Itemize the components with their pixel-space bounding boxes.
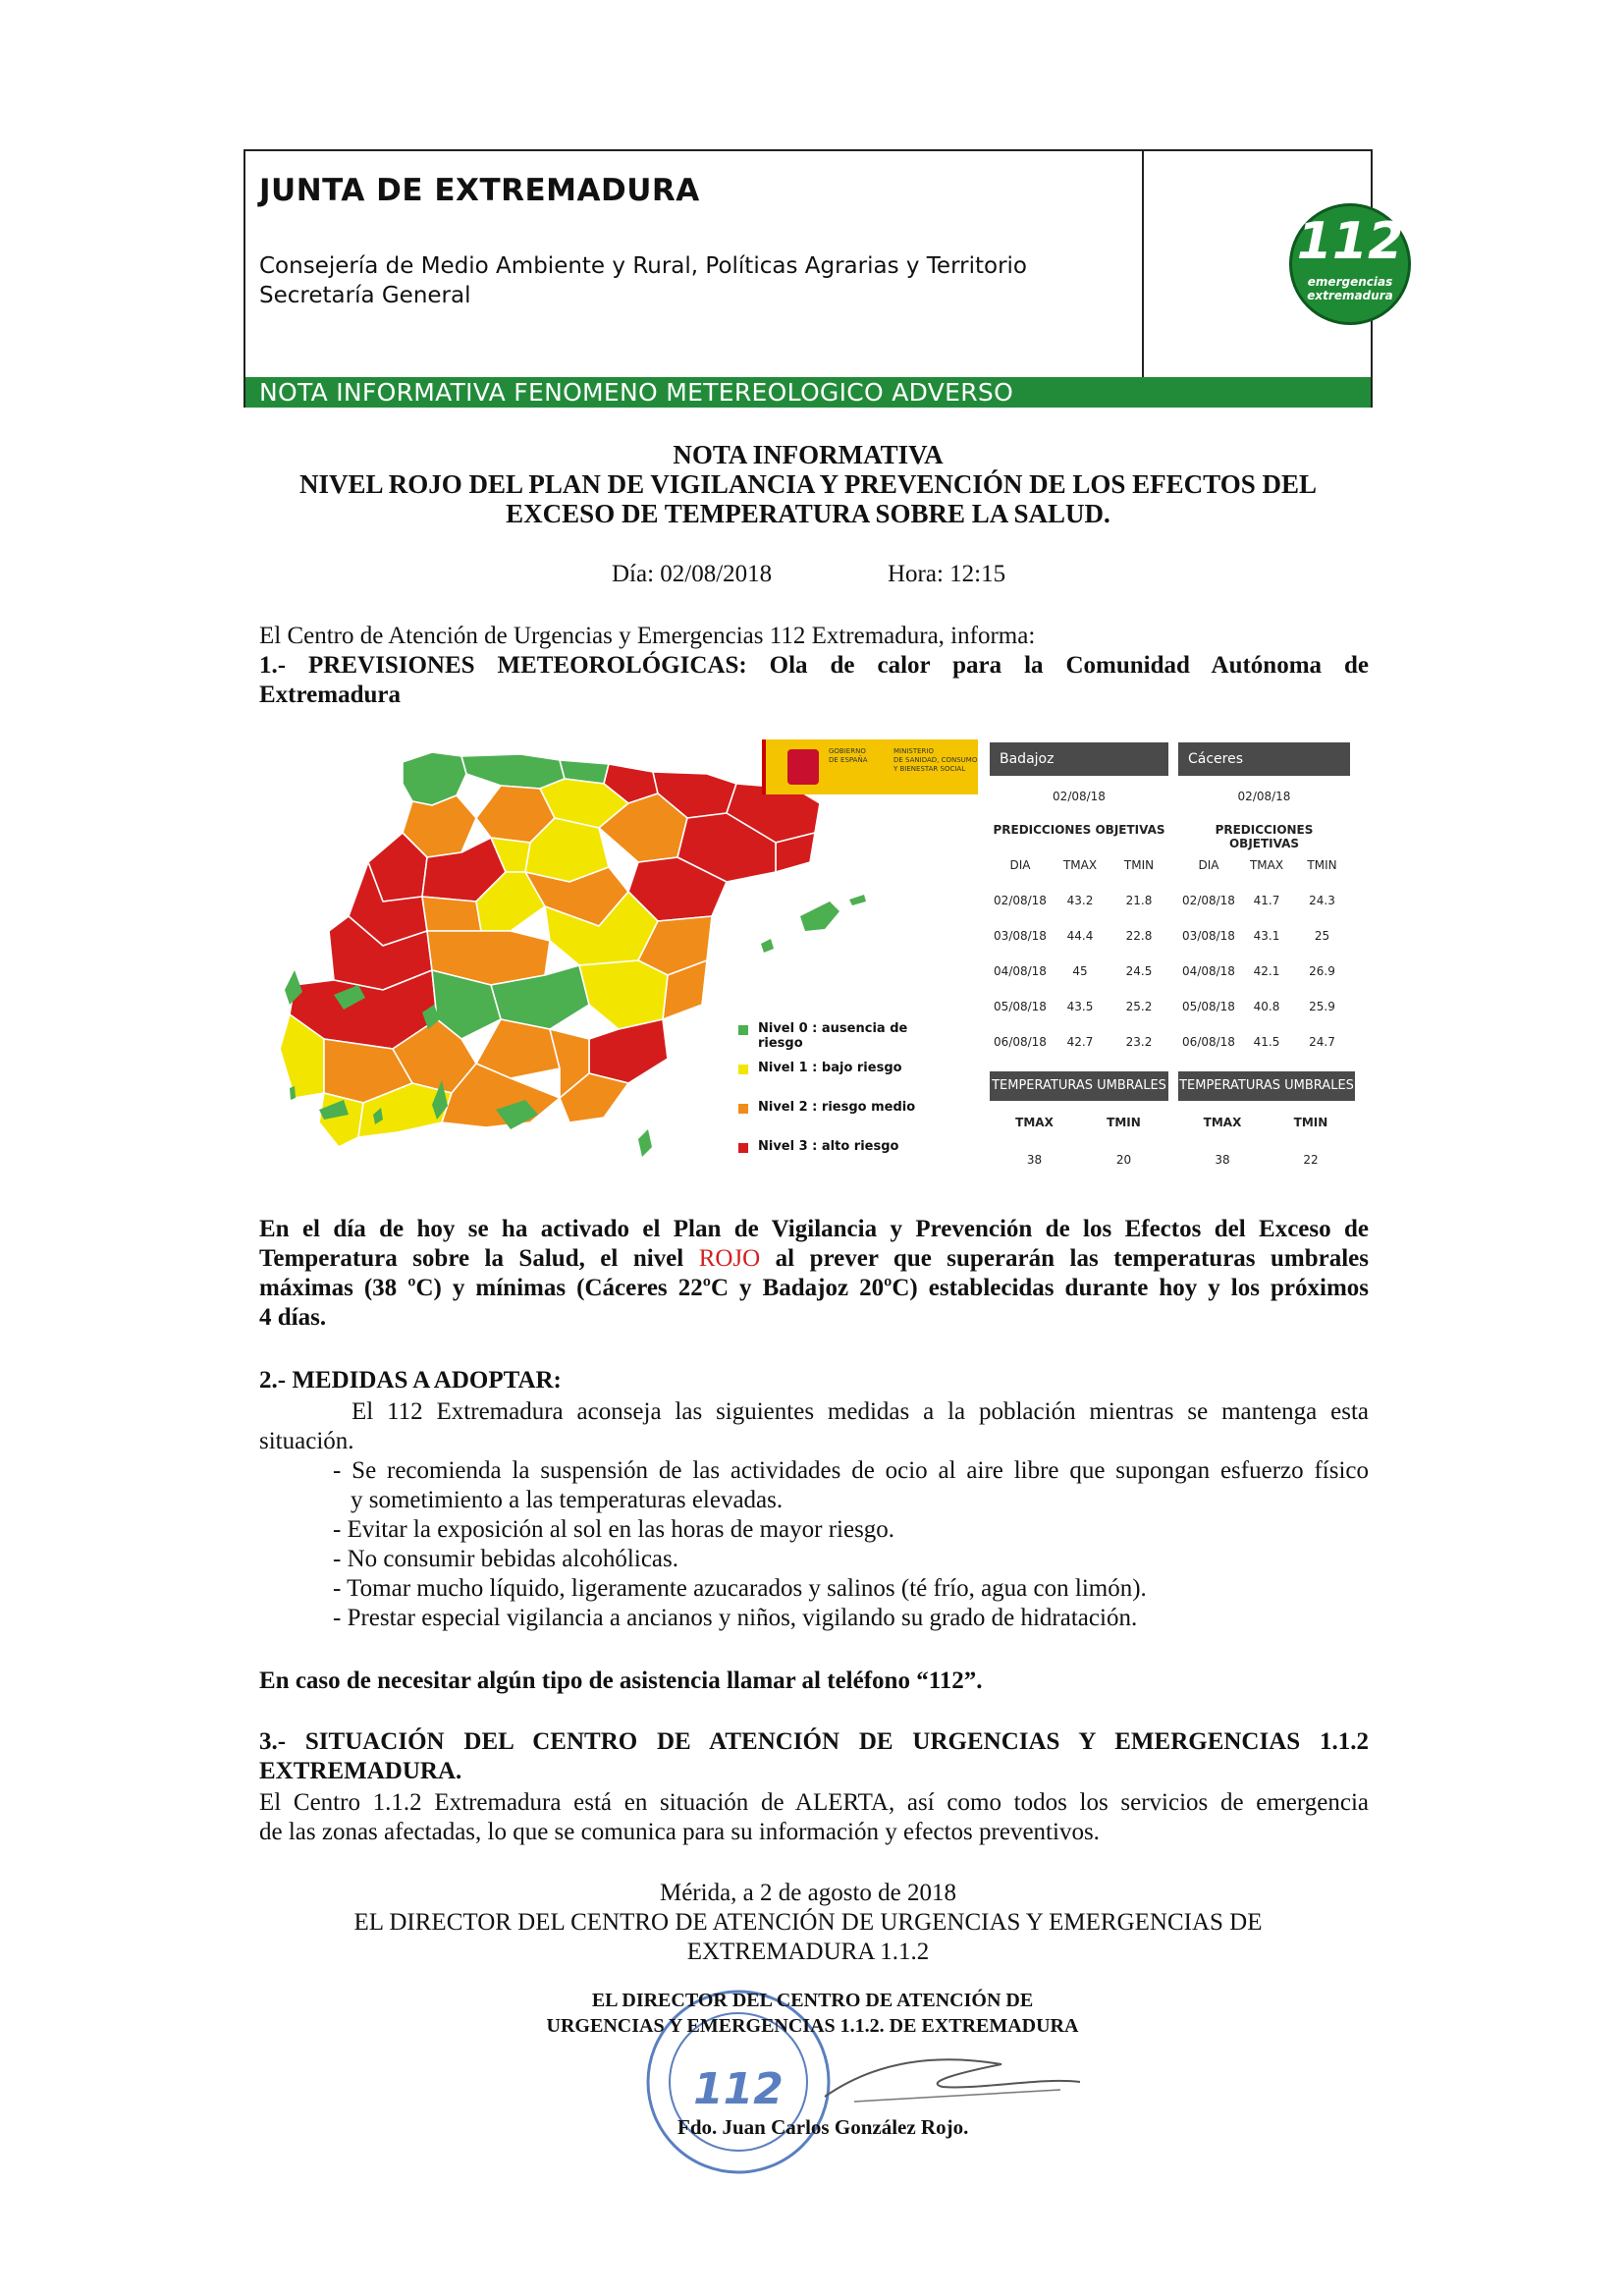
stamp-number: 112 <box>693 2064 784 2114</box>
measure-1-cont: y sometimiento a las temperaturas elevadas. <box>351 1487 784 1513</box>
date-label: Día: 02/08/2018 <box>612 561 773 587</box>
legend-label-0: Nivel 0 : ausencia de riesgo <box>758 1021 908 1051</box>
section1-heading-cont: Extremadura <box>259 682 401 708</box>
table-cell: 42.1 <box>1253 964 1280 978</box>
table-date: 02/08/18 <box>1237 790 1291 803</box>
umbral-title: TEMPERATURAS UMBRALES <box>1178 1071 1355 1101</box>
activation-l3: máximas (38 ºC) y mínimas (Cáceres 22ºC y Badajoz 20ºC) establecidas durante hoy y los próximos <box>259 1275 1369 1301</box>
secretaria: Secretaría General <box>259 283 471 308</box>
table-cell: 04/08/18 <box>994 964 1047 978</box>
map-region-mallorca <box>800 902 839 931</box>
activation-l2c: al prever que superarán las temperaturas umbrales <box>760 1245 1369 1272</box>
letterhead-divider <box>1142 151 1144 377</box>
activation-l4: 4 días. <box>259 1304 327 1331</box>
handwritten-signature <box>815 2043 1090 2111</box>
legend-swatch-3 <box>738 1143 748 1153</box>
legend-label-3: Nivel 3 : alto riesgo <box>758 1139 899 1154</box>
department: Consejería de Medio Ambiente y Rural, Políticas Agrarias y Territorio <box>259 253 1027 279</box>
umbral-val-tmin: 20 <box>1115 1153 1132 1167</box>
table-cell: 25 <box>1314 929 1330 943</box>
table-badajoz <box>990 742 1168 1175</box>
section2-intro-l2: situación. <box>259 1428 354 1454</box>
umbral-col-tmin: TMIN <box>1293 1116 1328 1129</box>
logo-line2: extremadura <box>1307 289 1393 302</box>
emergencias-112-logo <box>1289 203 1411 325</box>
header-band <box>245 377 1371 408</box>
table-city-header <box>1178 742 1350 776</box>
title-line1: NOTA INFORMATIVA <box>673 440 944 469</box>
section1-heading: 1.- PREVISIONES METEOROLÓGICAS: Ola de calor para la Comunidad Autónoma de <box>259 652 1369 679</box>
umbral-val-tmax: 38 <box>1215 1153 1230 1167</box>
ministry-logo <box>762 739 978 794</box>
logo-number: 112 <box>1296 212 1404 271</box>
table-col-tmax: TMAX <box>1249 858 1284 872</box>
legend-label-2: Nivel 2 : riesgo medio <box>758 1100 916 1115</box>
table-cell: 02/08/18 <box>1182 894 1235 907</box>
table-cell: 03/08/18 <box>994 929 1047 943</box>
table-city: Badajoz <box>1000 751 1055 767</box>
umbral-title: TEMPERATURAS UMBRALES <box>990 1071 1168 1101</box>
ministry-name-l3: Y BIENESTAR SOCIAL <box>893 765 966 773</box>
table-col-tmax: TMAX <box>1062 858 1098 872</box>
umbral-val-tmin: 22 <box>1303 1153 1319 1167</box>
title-line2: NIVEL ROJO DEL PLAN DE VIGILANCIA Y PREVENCIÓN DE LOS EFECTOS DEL <box>299 469 1317 499</box>
measure-3: - No consumir bebidas alcohólicas. <box>333 1546 678 1572</box>
table-cell: 41.5 <box>1253 1035 1280 1049</box>
table-cell: 06/08/18 <box>994 1035 1047 1049</box>
activation-l2a: Temperatura sobre la Salud, el nivel <box>259 1245 699 1272</box>
title-line3: EXCESO DE TEMPERATURA SOBRE LA SALUD. <box>506 499 1110 528</box>
table-cell: 23.2 <box>1125 1035 1153 1049</box>
table-caceres <box>1178 742 1357 1175</box>
table-city-header <box>990 742 1168 776</box>
umbral-col-tmax: TMAX <box>1015 1116 1054 1129</box>
map-legend <box>738 1021 954 1169</box>
table-col-dia: DIA <box>1009 858 1031 872</box>
intro-text: El Centro de Atención de Urgencias y Emergencias 112 Extremadura, informa: <box>259 623 1036 649</box>
ministry-gov-l2: DE ESPAÑA <box>829 756 868 764</box>
activation-l2 <box>259 1245 1369 1273</box>
level-red-text: ROJO <box>698 1245 761 1272</box>
table-cell: 24.3 <box>1309 894 1335 907</box>
table-cell: 06/08/18 <box>1182 1035 1235 1049</box>
table-cell: 25.2 <box>1125 1000 1153 1013</box>
measure-1: - Se recomienda la suspensión de las actividades de ocio al aire libre que supongan esfuerzo físico <box>333 1457 1369 1484</box>
table-cell: 43.5 <box>1066 1000 1094 1013</box>
official-stamp <box>640 1984 837 2180</box>
table-cell: 05/08/18 <box>1182 1000 1235 1013</box>
map-region-menorca <box>849 895 866 905</box>
table-subtitle: PREDICCIONES OBJETIVAS <box>993 823 1165 837</box>
time-label: Hora: 12:15 <box>888 561 1006 587</box>
org-name: JUNTA DE EXTREMADURA <box>259 173 700 208</box>
section3-body-l2: de las zonas afectadas, lo que se comunica para su información y efectos preventivos. <box>259 1819 1100 1845</box>
table-col-dia: DIA <box>1198 858 1219 872</box>
table-cell: 21.8 <box>1125 894 1153 907</box>
letterhead <box>243 149 1404 408</box>
legend-swatch-0 <box>738 1025 748 1035</box>
measure-5: - Prestar especial vigilancia a ancianos y niños, vigilando su grado de hidratación. <box>333 1605 1138 1631</box>
table-cell: 24.5 <box>1125 964 1153 978</box>
director-title-l1: EL DIRECTOR DEL CENTRO DE ATENCIÓN DE URGENCIAS Y EMERGENCIAS DE <box>353 1909 1263 1936</box>
ministry-name-l1: MINISTERIO <box>893 747 934 755</box>
table-cell: 24.7 <box>1309 1035 1335 1049</box>
section2-intro-l1: El 112 Extremadura aconseja las siguientes medidas a la población mientras se mantenga esta <box>352 1398 1369 1425</box>
umbral-val-tmax: 38 <box>1026 1153 1043 1167</box>
table-cell: 45 <box>1072 964 1088 978</box>
map-region-ibiza <box>761 939 774 953</box>
table-cell: 43.2 <box>1066 894 1094 907</box>
legend-label-1: Nivel 1 : bajo riesgo <box>758 1061 902 1075</box>
map-region-albacete <box>579 960 668 1029</box>
table-cell: 26.9 <box>1309 964 1335 978</box>
section3-heading-cont: EXTREMADURA. <box>259 1758 462 1784</box>
measure-2: - Evitar la exposición al sol en las horas de mayor riesgo. <box>333 1516 895 1543</box>
table-cell: 41.7 <box>1253 894 1280 907</box>
signature-title-l1: EL DIRECTOR DEL CENTRO DE ATENCIÓN DE <box>591 1990 1034 2011</box>
table-subtitle: PREDICCIONES OBJETIVAS <box>1215 823 1314 850</box>
legend-swatch-2 <box>738 1104 748 1114</box>
umbral-col-tmin: TMIN <box>1107 1116 1141 1129</box>
table-cell: 43.1 <box>1253 929 1280 943</box>
canary-islands <box>275 1070 668 1178</box>
table-cell: 04/08/18 <box>1182 964 1235 978</box>
table-cell: 05/08/18 <box>994 1000 1047 1013</box>
section3-heading: 3.- SITUACIÓN DEL CENTRO DE ATENCIÓN DE URGENCIAS Y EMERGENCIAS 1.1.2 <box>259 1728 1369 1755</box>
table-cell: 03/08/18 <box>1182 929 1235 943</box>
ministry-name-l2: DE SANIDAD, CONSUMO <box>893 756 978 764</box>
band-title: NOTA INFORMATIVA FENOMENO METEREOLOGICO ADVERSO <box>259 378 1014 407</box>
table-cell: 22.8 <box>1125 929 1153 943</box>
table-city: Cáceres <box>1188 751 1244 767</box>
table-cell: 42.7 <box>1066 1035 1094 1049</box>
signer-name: Fdo. Juan Carlos González Rojo. <box>677 2115 969 2139</box>
phone-note: En caso de necesitar algún tipo de asistencia llamar al teléfono “112”. <box>259 1667 983 1694</box>
table-cell: 02/08/18 <box>994 894 1047 907</box>
activation-l1: En el día de hoy se ha activado el Plan de Vigilancia y Prevención de los Efectos del Exceso de <box>259 1216 1369 1242</box>
legend-swatch-1 <box>738 1065 748 1074</box>
coat-of-arms-icon <box>787 749 819 785</box>
table-date: 02/08/18 <box>1053 790 1106 803</box>
table-col-tmin: TMIN <box>1123 858 1155 872</box>
table-col-tmin: TMIN <box>1307 858 1337 872</box>
place-date: Mérida, a 2 de agosto de 2018 <box>659 1880 956 1906</box>
map-region-cantabria <box>461 754 565 789</box>
umbral-col-tmax: TMAX <box>1203 1116 1242 1129</box>
logo-line1: emergencias <box>1307 275 1393 289</box>
section3-body-l1: El Centro 1.1.2 Extremadura está en situación de ALERTA, así como todos los servicios de emergencia <box>259 1789 1369 1816</box>
table-cell: 25.9 <box>1309 1000 1335 1013</box>
table-cell: 44.4 <box>1066 929 1094 943</box>
ministry-gov-l1: GOBIERNO <box>829 747 866 755</box>
measure-4: - Tomar mucho líquido, ligeramente azucarados y salinos (té frío, agua con limón). <box>333 1575 1147 1602</box>
table-cell: 40.8 <box>1253 1000 1280 1013</box>
map-region-avila <box>422 897 481 931</box>
signature-title-l2: URGENCIAS Y EMERGENCIAS 1.1.2. DE EXTREMADURA <box>546 2015 1079 2037</box>
section2-heading: 2.- MEDIDAS A ADOPTAR: <box>259 1367 562 1394</box>
director-title-l2: EXTREMADURA 1.1.2 <box>686 1939 930 1965</box>
